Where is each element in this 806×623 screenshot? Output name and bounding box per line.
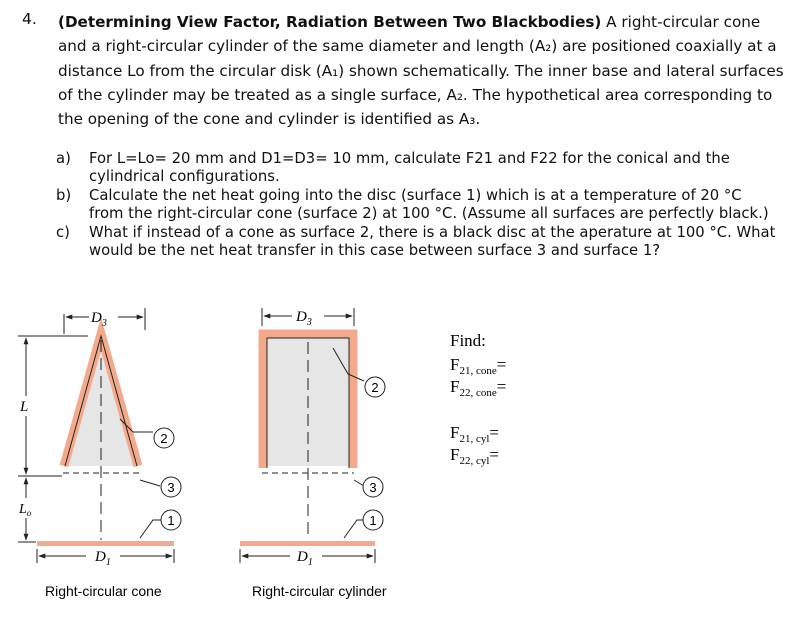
problem-number: 4. xyxy=(22,10,37,28)
find-f21-cyl: $F_{21, cyl}=$ xyxy=(450,423,500,445)
find-heading: Find: xyxy=(450,331,486,350)
cone-disk-surface-1 xyxy=(37,541,174,546)
find-list xyxy=(450,331,506,467)
cone-surface-1-label: 1 xyxy=(167,513,175,528)
cone-surface-2-label: 2 xyxy=(160,431,168,446)
part-label: a) xyxy=(56,150,71,167)
cylinder-caption: Right-circular cylinder xyxy=(252,583,387,599)
part-label: b) xyxy=(56,187,72,204)
find-f21-cone: $F_{21, cone}=$ xyxy=(450,355,507,377)
cone-diagram xyxy=(18,308,181,599)
cyl-s1-leader xyxy=(344,520,364,538)
problem-intro-text: A right-circular cone and a right-circular cylinder of the same diameter and length (A₂) are positioned coaxially at a distance Lo from the circular disk (A₁) shown schematically. The inner base and lateral surfaces of the cylinder may be treated as a single surface, A₂. The hypothetical area corresponding to the opening of the cone and cylinder is identified as A₃. xyxy=(58,13,784,129)
part-text: For L=Lo= 20 mm and D1=D3= 10 mm, calculate F21 and F22 for the conical and the cylindrical configurations. xyxy=(89,150,730,185)
cone-surface-3-label: 3 xyxy=(167,480,175,495)
cyl-d1-label: $D_1$ xyxy=(297,549,313,568)
part-text: Calculate the net heat going into the disc (surface 1) which is at a temperature of 20 °C from the right-circular cone (surface 2) at 100 °C. (Assume all surfaces are perfectly black.) xyxy=(89,187,769,222)
find-f22-cone: $F_{22, cone}=$ xyxy=(450,377,507,399)
cylinder-diagram xyxy=(240,308,387,599)
cylinder-disk-surface-1 xyxy=(240,541,375,546)
cone-caption: Right-circular cone xyxy=(45,583,162,599)
cyl-surface-1-label: 1 xyxy=(369,513,377,528)
cyl-surface-2-label: 2 xyxy=(371,380,379,395)
length-label: L xyxy=(20,399,29,415)
part-text: What if instead of a cone as surface 2, there is a black disc at the aperature at 100 °C. What would be the net heat transfer in this case between surface 3 and surface 1? xyxy=(89,224,776,259)
cone-s3-leader xyxy=(140,480,160,486)
cyl-d3-label: $D_3$ xyxy=(296,309,312,328)
cone-s1-leader xyxy=(140,520,162,538)
cyl-surface-3-label: 3 xyxy=(369,480,377,495)
offset-label: $L_o$ xyxy=(19,502,32,518)
part-label: c) xyxy=(56,224,70,241)
cone-d1-label: $D_1$ xyxy=(95,549,111,568)
cone-d3-label: $D_3$ xyxy=(91,310,107,329)
find-f22-cyl: $F_{22, cyl}=$ xyxy=(450,445,500,467)
problem-title: (Determining View Factor, Radiation Between Two Blackbodies) xyxy=(58,13,602,31)
cyl-s3-leader xyxy=(354,480,364,486)
